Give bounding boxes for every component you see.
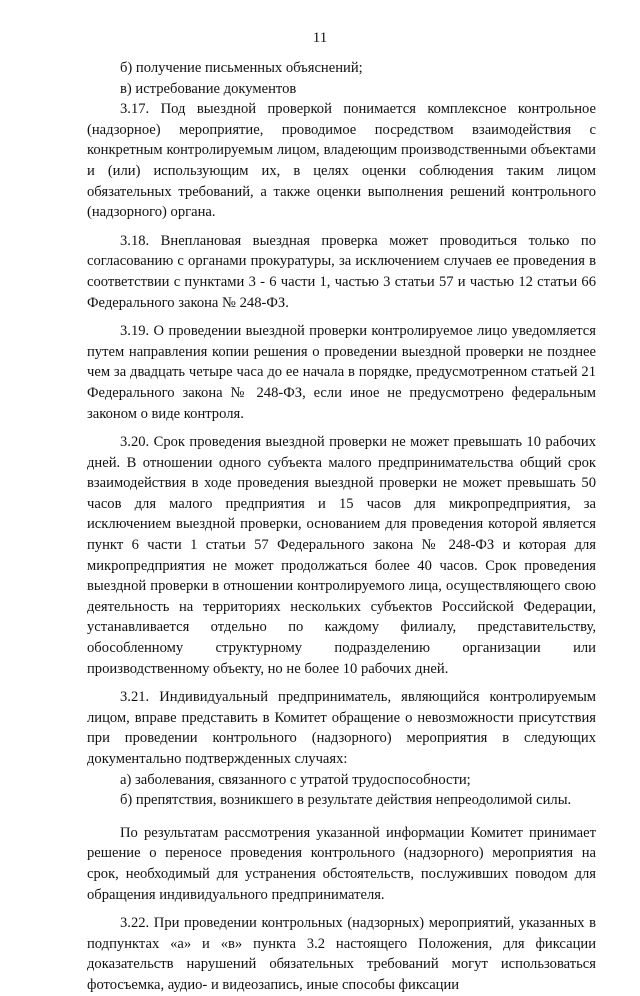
page-number: 11 xyxy=(312,30,328,46)
document-body xyxy=(87,58,596,996)
list-item-a-illness: а) заболевания, связанного с утратой трудоспособности; xyxy=(120,771,471,788)
paragraph-3-17: 3.17. Под выездной проверкой понимается комплексное контрольное (надзорное) мероприятие, проводимое посредством взаимодействия с конкретным контролируемым лицом, владеющим производственными объектами и (или) использующим их, в целях оценки соблюдения таким лицом обязательных требований, а также оценки выполнения решений контрольного (надзорного) органа. xyxy=(87,101,596,221)
paragraph-3-22: 3.22. При проведении контрольных (надзорных) мероприятий, указанных в подпунктах «а» и «в» пункта 3.2 настоящего Положения, для фиксации доказательств нарушений обязательных требований могут использоваться фотосъемка, аудио- и видеозапись, иные способы фиксации xyxy=(87,915,596,993)
paragraph-3-19: 3.19. О проведении выездной проверки контролируемое лицо уведомляется путем направления копии решения о проведении выездной проверки не позднее чем за двадцать четыре часа до ее начала в порядке, предусмотренном статьей 21 Федерального закона № 248-ФЗ, если иное не предусмотрено федеральным законом о виде контроля. xyxy=(87,323,596,422)
paragraph-3-21: 3.21. Индивидуальный предприниматель, являющийся контролируемым лицом, вправе представить в Комитет обращение о невозможности присутствия при проведении контрольного (надзорного) мероприятия в следующих документально подтвержденных случаях: xyxy=(87,689,596,767)
paragraph-review-results: По результатам рассмотрения указанной информации Комитет принимает решение о переносе проведения контрольного (надзорного) мероприятия на срок, необходимый для устранения обстоятельств, послуживших поводом для обращения индивидуального предпринимателя. xyxy=(87,824,596,903)
paragraph-3-18: 3.18. Внеплановая выездная проверка может проводиться только по согласованию с органами прокуратуры, за исключением случаев ее проведения в соответствии с пунктами 3 - 6 части 1, частью 3 статьи 57 и частью 12 статьи 66 Федерального закона № 248-ФЗ. xyxy=(87,232,596,311)
list-item-b-written-explanations: б) получение письменных объяснений; xyxy=(120,60,363,76)
list-item-v-documents: в) истребование документов xyxy=(120,80,297,97)
paragraph-3-20: 3.20. Срок проведения выездной проверки не может превышать 10 рабочих дней. В отношении одного субъекта малого предпринимательства общий срок взаимодействия в ходе проведения выездной проверки не может превышать 50 часов для малого предприятия и 15 часов для микропредприятия, за исключением выездной проверки, основанием для проведения которой является пункт 6 части 1 статьи 57 Федерального закона № 248-ФЗ и которая для микропредприятия не может продолжаться более 40 часов. Срок проведения выездной проверки в отношении контролируемого лица, осуществляющего свою деятельность на территориях нескольких субъектов Российской Федерации, устанавливается отдельно по каждому филиалу, представительству, обособленному структурному подразделению организации или производственному объекту, но не более 10 рабочих дней. xyxy=(87,434,596,677)
list-item-b-force-majeure: б) препятствия, возникшего в результате действия непреодолимой силы. xyxy=(120,792,572,809)
